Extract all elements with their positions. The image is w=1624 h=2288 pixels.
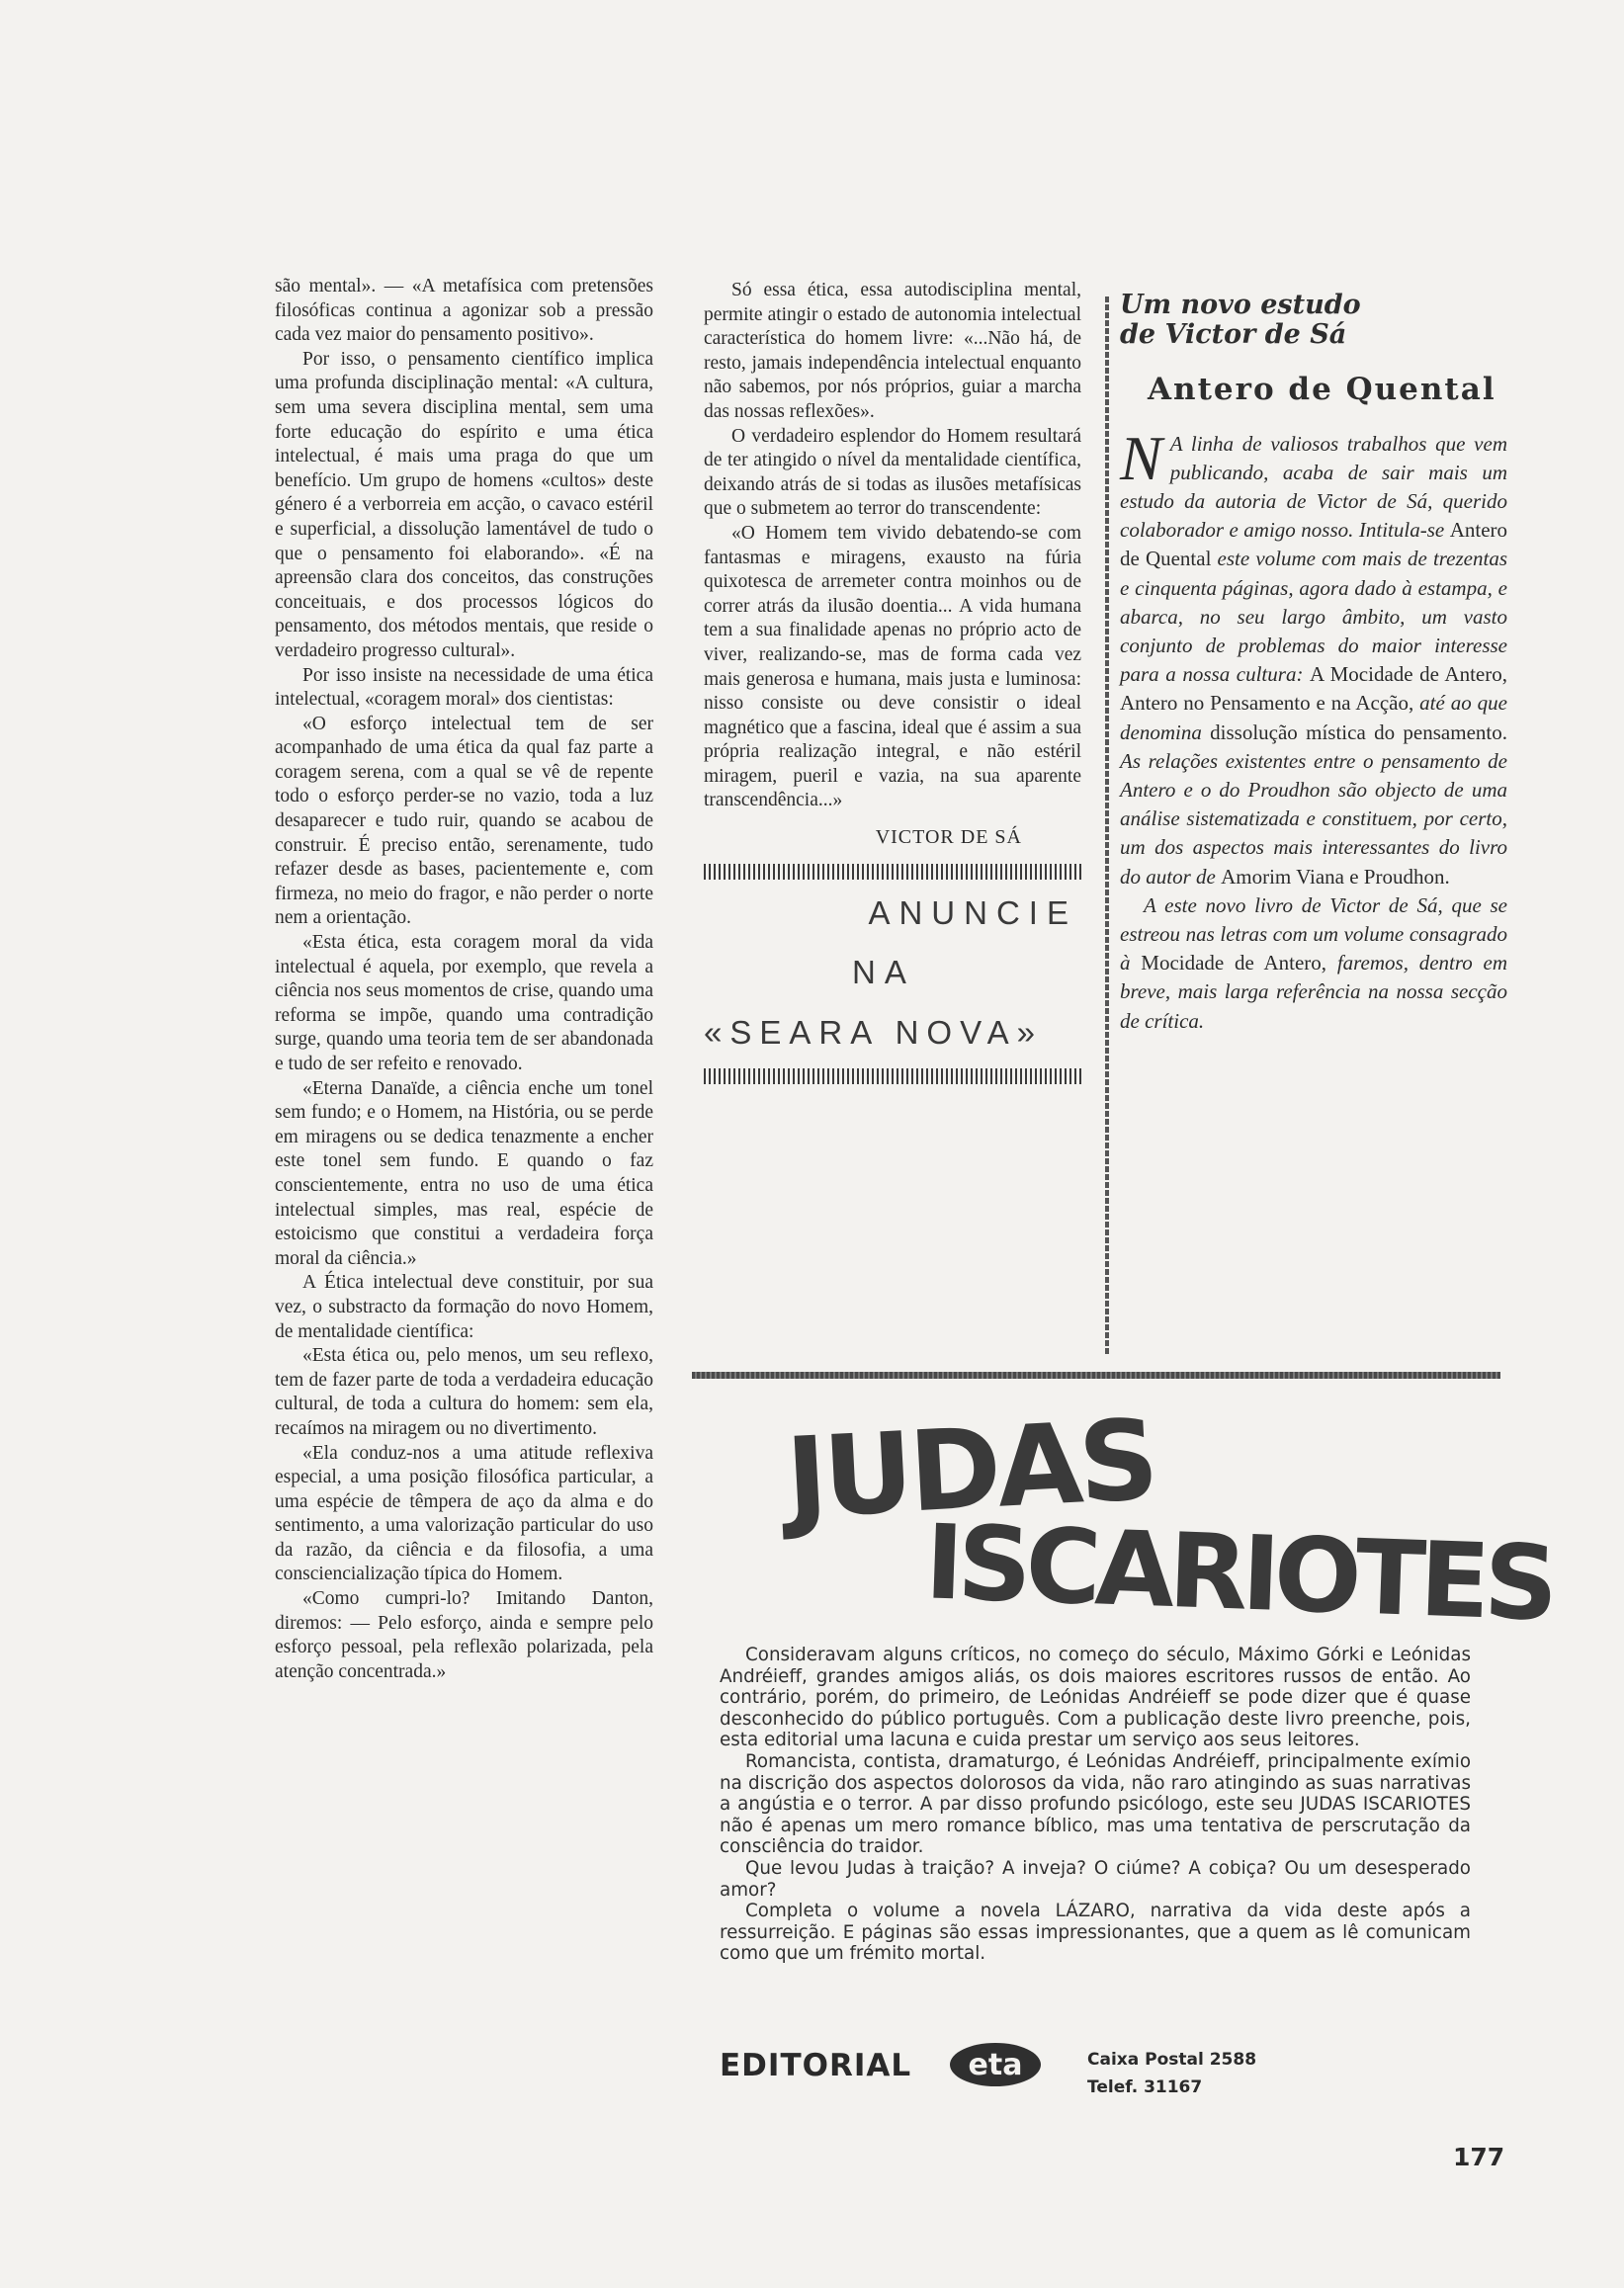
section-divider bbox=[692, 1372, 1500, 1379]
paragraph: Só essa ética, essa autodisciplina mental, permite atingir o estado de autonomia intelectual característica do homem livre: «...Não há, de resto, jamais independência intelectual enquanto não sabemos, por nós próprios, guiar a marcha das nossas reflexões». bbox=[704, 280, 1081, 422]
notice-body bbox=[1120, 422, 1508, 1036]
ad-anuncie: ANUNCIE bbox=[868, 893, 1077, 931]
book-notice-column bbox=[1120, 291, 1507, 1036]
paragraph: O verdadeiro esplendor do Homem resultará de ter atingido o nível da mentalidade científica, deixando atrás de si todas as ilusões metafísicas que o submetem ao terror do transcendente: bbox=[704, 425, 1081, 520]
logo-line-2: ISCARIOTES bbox=[923, 1501, 1555, 1645]
ad-bottom-border bbox=[704, 1068, 1081, 1084]
paragraph: são mental». — «A metafísica com pretensões filosóficas continua a agonizar sob a pressão cada vez maior do pensamento positivo». bbox=[275, 276, 653, 346]
drop-cap: N bbox=[1120, 422, 1162, 493]
article-column-1 bbox=[275, 275, 653, 1684]
paragraph: «Esta ética ou, pelo menos, um seu reflexo, tem de fazer parte de toda a verdadeira educação cultural, de toda a cultura do homem: sem ela, recaímos na miragem ou no divertimento. bbox=[275, 1345, 653, 1439]
text-run: até ao que denomina bbox=[1120, 691, 1507, 744]
notice-paragraph-2 bbox=[1120, 891, 1507, 1036]
text-run: A este novo livro de Victor de Sá, que se estreou nas letras com um volume consagrado à bbox=[1120, 892, 1507, 975]
text-run: As relações existentes entre o pensamento de Antero e o do Proudhon são objecto de uma análise sistematizada e constituem, por certo, um dos aspectos mais interessantes do livro do autor de bbox=[1120, 748, 1507, 889]
paragraph: Por isso, o pensamento científico implica uma profunda disciplinação mental: «A cultura, sem uma severa disciplina mental, sem uma forte educação do espírito e uma ética intelectual, é mais uma praga do que um benefício. Um grupo de homens «cultos» deste género é a verborreia em acção, o cavaco estéril e superficial, a dissolução lamentável de tudo o que o pensamento foi elaborando». «É na apreensão clara dos conceitos, das construções conceituais, e dos processos lógicos do pensamento, dos métodos mentais, que reside o verdadeiro progresso cultural». bbox=[275, 348, 653, 661]
publisher-contact bbox=[1087, 2046, 1256, 2101]
logo-text: eta bbox=[968, 2048, 1023, 2082]
paragraph: «Ela conduz-nos a uma atitude reflexiva especial, a uma posição filosófica particular, a uma espécie de têmpera de aço da alma e do sentimento, a uma valorização particular do uso da razão, da ciência e da filosofia, a uma consciencialização típica do Homem. bbox=[275, 1442, 653, 1585]
paragraph: «Esta ética, esta coragem moral da vida intelectual é aquela, por exemplo, que revela a ciência nos seus momentos de crise, quando uma reforma se impõe, quando uma contradição surge, quando uma teoria tem de ser abandonada e tudo de ser refeito e renovado. bbox=[275, 932, 653, 1074]
telephone: Telef. 31167 bbox=[1087, 2077, 1203, 2097]
column-divider bbox=[1105, 297, 1109, 1356]
paragraph: A Ética intelectual deve constituir, por sua vez, o substracto da formação do novo Homem, de mentalidade científica: bbox=[275, 1272, 653, 1342]
judas-ad-body bbox=[720, 1645, 1471, 1965]
notice-heading-line-1: Um novo estudo bbox=[1120, 290, 1361, 320]
notice-heading-line-2: de Victor de Sá bbox=[1120, 319, 1347, 350]
postal-box: Caixa Postal 2588 bbox=[1087, 2050, 1257, 2070]
publisher-name: EDITORIAL bbox=[720, 2048, 912, 2083]
text-run: faremos, dentro em breve, mais larga referência na nossa secção de crítica. bbox=[1120, 951, 1508, 1033]
ad-na: NA bbox=[852, 954, 915, 991]
notice-paragraph-1 bbox=[1120, 422, 1508, 891]
text-run: Mocidade de Antero, bbox=[1141, 951, 1327, 975]
paragraph: «O esforço intelectual tem de ser acompanhado de uma ética da qual faz parte a coragem serena, com a qual se vê de repente todo o esforço perder-se no vazio, toda a luz desaparecer e tudo ruir, quando se acabou de construir. É preciso então, serenamente, tudo refazer desde as bases, pacientemente e, com firmeza, no meio do fragor, e não perder o norte nem a orientação. bbox=[275, 713, 653, 929]
paragraph: Consideravam alguns críticos, no começo do século, Máximo Górki e Leónidas Andréieff, grandes amigos aliás, os dois maiores escritores russos de então. Ao contrário, porém, do primeiro, de Leónidas Andréieff se pode dizer que é quase desconhecido do público português. Com a publicação deste livro preenche, pois, esta editorial uma lacuna e cuida prestar um serviço aos seus leitores. bbox=[720, 1645, 1471, 1751]
author-signature: VICTOR DE SÁ bbox=[875, 826, 1022, 849]
eta-logo-icon bbox=[949, 2042, 1042, 2087]
paragraph: «Eterna Danaïde, a ciência enche um tonel sem fundo; e o Homem, na História, ou se perde em miragens ou se dedica tenazmente a encher este tonel sem fundo. E quando o faz conscientemente, entra no uso de uma ética intelectual simples, mas real, espécie de estoicismo que constitui a verdadeira força moral da ciência.» bbox=[275, 1077, 653, 1269]
publisher-block bbox=[720, 2038, 1273, 2097]
text-run: Antero de Quental bbox=[1120, 518, 1508, 571]
page-number: 177 bbox=[1453, 2143, 1505, 2171]
text-run: A Mocidade de Antero, Antero no Pensamento e na Acção, bbox=[1120, 662, 1507, 716]
paragraph: Que levou Judas à traição? A inveja? O ciúme? A cobiça? Ou um desesperado amor? bbox=[720, 1857, 1471, 1901]
ad-seara-nova: «SEARA NOVA» bbox=[704, 1013, 1044, 1051]
ad-top-border bbox=[704, 864, 1081, 880]
judas-logo bbox=[777, 1384, 1555, 1645]
article-column-2 bbox=[704, 279, 1081, 1084]
text-run: este volume com mais de trezentas e cinquenta páginas, agora dado à estampa, e abarca, no seu largo âmbito, um vasto conjunto de problemas do maior interesse para a nossa cultura: bbox=[1120, 547, 1507, 687]
text-run: A linha de valiosos trabalhos que vem publicando, acaba de sair mais um estudo da autoria de Victor de Sá, querido colaborador e amigo nosso. Intitula-se bbox=[1120, 431, 1507, 543]
logo-line-1: JUDAS bbox=[783, 1396, 1158, 1544]
paragraph: Por isso insiste na necessidade de uma ética intelectual, «coragem moral» dos cientistas: bbox=[275, 664, 653, 711]
paragraph: «O Homem tem vivido debatendo-se com fantasmas e miragens, exausto na fúria quixotesca de arremeter contra moinhos ou de correr atrás da ilusão doentia... A vida humana tem a sua finalidade apenas no próprio acto de viver, realizando-se, mas de forma cada vez mais generosa e humana, mais justa e luminosa: nisso consiste ou deve consistir o ideal magnético que a fascina, ideal que é assim a sua própria realização integral, e não estéril miragem, pueril e vazia, na sua aparente transcendência...» bbox=[704, 522, 1081, 811]
paragraph: «Como cumpri-lo? Imitando Danton, diremos: — Pelo esforço, ainda e sempre pelo esforço pessoal, pela reflexão polarizada, pela atenção concentrada.» bbox=[275, 1588, 653, 1682]
paragraph: Romancista, contista, dramaturgo, é Leónidas Andréieff, principalmente exímio na discrição dos aspectos dolorosos da vida, não raro atingindo as suas narrativas a angústia e o terror. A par disso profundo psicólogo, este seu JUDAS ISCARIOTES não é apenas um mero romance bíblico, mas uma tentativa de perscrutação da consciência do traidor. bbox=[720, 1750, 1471, 1858]
paragraph: Completa o volume a novela LÁZARO, narrativa da vida deste após a ressurreição. E páginas são essas impressionantes, que a quem as lê comunicam como que um frémito mortal. bbox=[720, 1901, 1471, 1965]
text-run: Amorim Viana e Proudhon. bbox=[1221, 864, 1450, 889]
text-run: dissolução mística do pensamento. bbox=[1210, 720, 1507, 744]
book-title: Antero de Quental bbox=[1148, 372, 1496, 407]
